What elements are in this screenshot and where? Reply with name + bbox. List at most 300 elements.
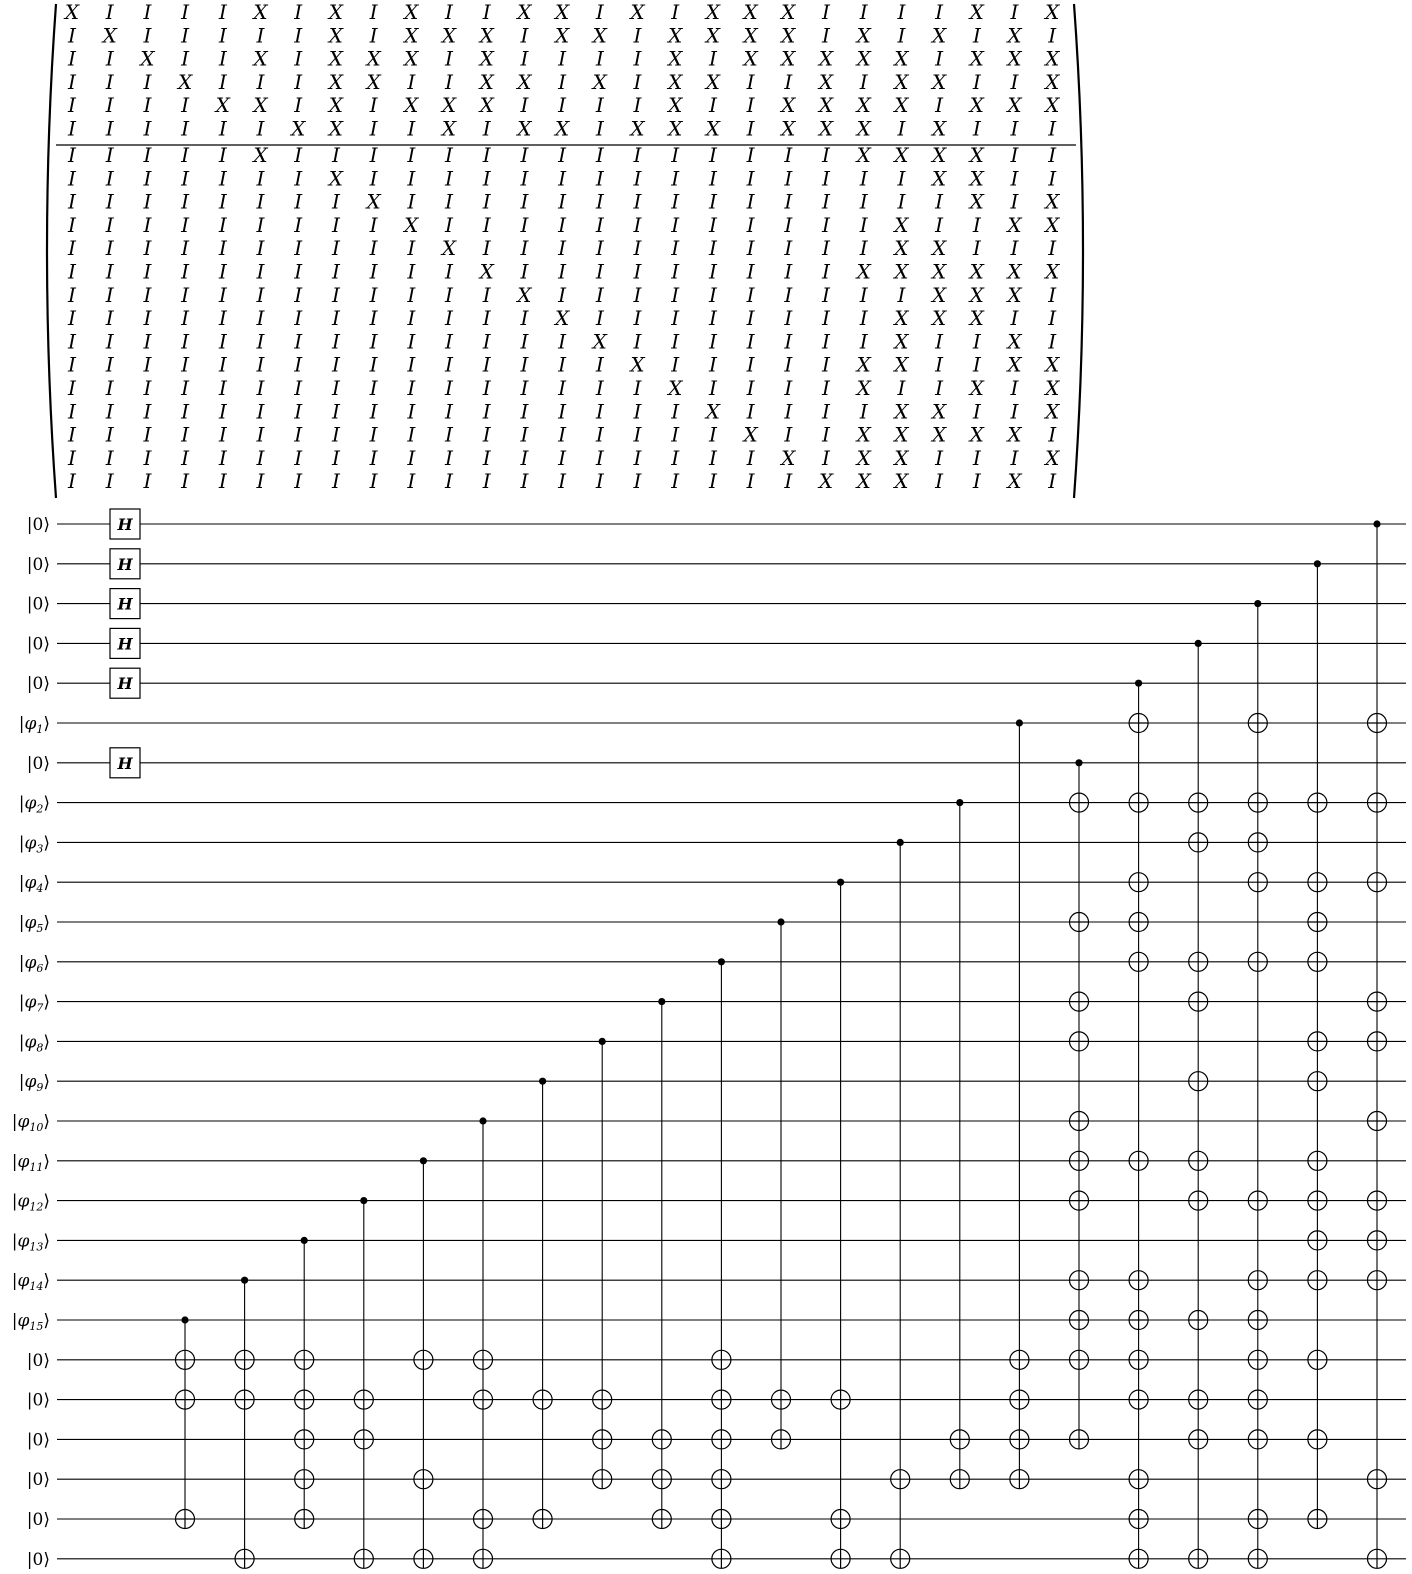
matrix-cell: I (256, 189, 265, 214)
cnot-column (712, 958, 731, 1568)
matrix-cell: X (856, 46, 871, 71)
matrix-cell: I (784, 399, 793, 424)
matrix-cell: I (181, 399, 190, 424)
matrix-cell: I (822, 259, 830, 284)
matrix-cell: I (369, 399, 378, 424)
cnot-column (1248, 600, 1267, 1568)
cnot-target (295, 1390, 314, 1409)
cnot-target (712, 1549, 731, 1568)
matrix-cell: X (894, 352, 909, 377)
matrix-cell: I (105, 212, 114, 237)
cnot-target (1010, 1430, 1029, 1449)
matrix-cell: X (894, 69, 909, 94)
matrix-cell: X (818, 469, 834, 494)
matrix-cell: I (558, 282, 567, 307)
quantum-circuit (12, 509, 1406, 1570)
matrix-cell: I (105, 469, 114, 494)
matrix-cell: I (407, 69, 416, 94)
cnot-target (1368, 1191, 1387, 1210)
matrix-cell: I (105, 329, 114, 354)
matrix-cell: I (294, 236, 303, 261)
matrix-cell: I (671, 469, 680, 494)
matrix-right-bracket (1074, 4, 1083, 498)
matrix-cell: I (331, 189, 340, 214)
matrix-cell: I (68, 189, 76, 214)
cnot-column (950, 799, 969, 1489)
matrix-cell: I (445, 352, 453, 377)
matrix-cell: X (931, 399, 947, 424)
matrix-cell: I (520, 166, 529, 191)
matrix-cell: X (894, 93, 909, 118)
matrix-cell: I (407, 116, 416, 141)
matrix-cell: I (633, 166, 642, 191)
matrix-cell: I (633, 282, 642, 307)
qubit-ket-label: |0⟩ (26, 753, 50, 774)
qubit-label (12, 1231, 50, 1253)
matrix-cell: X (743, 0, 758, 24)
matrix-cell: X (554, 23, 570, 48)
matrix-cell: X (630, 0, 645, 24)
cnot-column (831, 879, 850, 1569)
matrix-cell: I (68, 422, 76, 447)
matrix-cell: I (143, 399, 152, 424)
matrix-cell: X (140, 46, 155, 71)
matrix-cell: I (746, 116, 755, 141)
matrix-cell: I (822, 306, 830, 331)
matrix-cell: I (294, 143, 303, 167)
qubit-ket-label: $|\varphi_7⟩$ (18, 992, 50, 1015)
qubit-label (27, 1510, 50, 1530)
cnot-target (831, 1549, 850, 1568)
qubit-ket-label: $|\varphi_2⟩$ (18, 793, 50, 816)
qubit-label (27, 754, 50, 774)
matrix-stabilizer-row (67, 23, 1057, 47)
matrix-cell: I (633, 259, 642, 284)
matrix-cell: I (708, 329, 717, 354)
matrix-cell: I (294, 445, 303, 470)
matrix-cell: I (558, 329, 567, 354)
cnot-column (1308, 560, 1327, 1528)
matrix-cell: I (633, 189, 642, 214)
cnot-target (652, 1470, 671, 1489)
matrix-cell: I (746, 259, 755, 284)
matrix-cell: I (105, 445, 114, 470)
cnot-target (474, 1350, 493, 1369)
matrix-cell: I (595, 306, 604, 331)
matrix-cell: X (856, 23, 871, 48)
matrix-cell: I (445, 259, 453, 284)
matrix-cell: X (441, 23, 457, 48)
matrix-cell: I (784, 259, 793, 284)
matrix-cell: I (369, 143, 378, 167)
matrix-cell: I (294, 93, 303, 118)
matrix-cell: I (68, 376, 76, 400)
matrix-cell: I (520, 422, 529, 447)
matrix-cell: I (822, 189, 830, 214)
matrix-cell: I (407, 422, 416, 447)
matrix-cell: X (931, 259, 947, 284)
matrix-cell: X (1007, 46, 1022, 71)
matrix-cell: I (935, 376, 944, 400)
cnot-target (1010, 1470, 1029, 1489)
matrix-cell: I (520, 445, 529, 470)
qubit-ket-label: $|\varphi_4⟩$ (18, 873, 50, 896)
matrix-cell: I (633, 422, 642, 447)
hadamard-label: H (117, 753, 133, 773)
control-dot (539, 1078, 546, 1085)
matrix-cell: I (181, 23, 190, 48)
matrix-cell: X (705, 0, 721, 24)
matrix-cell: I (256, 166, 265, 191)
matrix-cell: I (784, 422, 793, 447)
matrix-cell: I (105, 69, 114, 94)
matrix-cell: X (931, 116, 947, 141)
matrix-cell: I (935, 445, 944, 470)
matrix-cell: I (1048, 143, 1057, 167)
cnot-target (1010, 1350, 1029, 1369)
matrix-cell: X (969, 143, 984, 167)
qubit-ket-label: |0⟩ (26, 1470, 50, 1491)
matrix-cell: I (445, 0, 453, 24)
matrix-cell: I (256, 23, 265, 48)
matrix-cell: I (708, 143, 717, 167)
matrix-cell: I (482, 0, 491, 24)
cnot-target (1070, 913, 1089, 932)
matrix-cell: I (972, 352, 981, 377)
matrix-cell: I (897, 376, 906, 400)
matrix-cell: I (482, 166, 491, 191)
matrix-cell: I (331, 259, 340, 284)
matrix-cell: I (181, 212, 190, 237)
matrix-cell: X (479, 23, 494, 48)
matrix-cell: I (935, 212, 944, 237)
matrix-cell: I (746, 329, 755, 354)
matrix-cell: I (407, 306, 416, 331)
matrix-cell: I (859, 282, 868, 307)
matrix-cell: X (856, 259, 871, 284)
cnot-target (712, 1350, 731, 1369)
matrix-cell: I (595, 282, 604, 307)
control-dot (301, 1237, 308, 1244)
control-dot (897, 839, 904, 846)
matrix-cell: I (369, 422, 378, 447)
matrix-cell: X (705, 399, 721, 424)
matrix-cell: I (859, 306, 868, 331)
qubit-ket-label: $|\varphi_8⟩$ (18, 1032, 50, 1055)
qubit-ket-label: |0⟩ (26, 674, 50, 695)
matrix-cell: I (294, 166, 303, 191)
matrix-cell: X (1045, 0, 1060, 24)
matrix-cell: I (181, 236, 190, 261)
matrix-cell: I (1010, 399, 1019, 424)
matrix-cell: X (969, 306, 984, 331)
matrix-cell: I (68, 23, 76, 48)
matrix-cell: I (822, 143, 830, 167)
matrix-cell: I (482, 282, 491, 307)
matrix-cell: X (743, 46, 758, 71)
matrix-cell: I (1010, 376, 1019, 400)
matrix-cell: I (256, 116, 265, 141)
cnot-target (295, 1470, 314, 1489)
matrix-cell: X (291, 116, 306, 141)
cnot-target (712, 1470, 731, 1489)
matrix-cell: I (294, 69, 303, 94)
qubit-ket-label: $|\varphi_3⟩$ (18, 833, 50, 856)
control-dot (658, 998, 665, 1005)
matrix-cell: I (218, 329, 227, 354)
cnot-target (1129, 1350, 1148, 1369)
qubit-label (12, 1112, 50, 1134)
matrix-cell: I (784, 376, 793, 400)
cnot-target (295, 1430, 314, 1449)
cnot-target (1308, 1231, 1327, 1250)
matrix-cell: I (708, 469, 717, 494)
circuit-gates (110, 509, 1387, 1568)
matrix-cell: I (218, 69, 227, 94)
matrix-cell: I (633, 212, 642, 237)
control-dot (837, 879, 844, 886)
matrix-cell: X (328, 116, 344, 141)
matrix-cell: I (256, 212, 265, 237)
matrix-cell: I (482, 422, 491, 447)
cnot-target (1129, 873, 1148, 892)
cnot-target (1070, 1151, 1089, 1170)
matrix-cell: I (784, 69, 793, 94)
cnot-target (891, 1470, 910, 1489)
control-dot (420, 1157, 427, 1164)
matrix-cell: X (366, 189, 381, 214)
matrix-cell: I (822, 236, 830, 261)
cnot-column (1010, 719, 1029, 1488)
matrix-cell: I (256, 259, 265, 284)
matrix-cell: X (404, 93, 419, 118)
cnot-column (474, 1117, 493, 1568)
matrix-cell: X (1045, 445, 1060, 470)
matrix-cell: I (633, 376, 642, 400)
qubit-label (27, 1391, 50, 1411)
matrix-cell: I (822, 399, 830, 424)
cnot-target (1368, 1231, 1387, 1250)
matrix-cell: I (143, 0, 152, 24)
matrix-cell: I (445, 376, 453, 400)
cnot-target (593, 1390, 612, 1409)
matrix-cell: I (1048, 469, 1057, 494)
matrix-cell: I (633, 236, 642, 261)
cnot-target (414, 1350, 433, 1369)
cnot-column (652, 998, 671, 1529)
matrix-cell: I (708, 236, 717, 261)
matrix-cell: X (969, 166, 984, 191)
matrix-cell: I (294, 259, 303, 284)
qubit-ket-label: $|\varphi_9⟩$ (18, 1072, 50, 1095)
qubit-label (19, 873, 50, 895)
cnot-target (1248, 1430, 1267, 1449)
matrix-cell: I (407, 282, 416, 307)
matrix-cell: I (633, 93, 642, 118)
cnot-target (1248, 1350, 1267, 1369)
matrix-cell: X (781, 445, 796, 470)
matrix-cell: I (822, 0, 830, 24)
matrix-cell: X (894, 46, 909, 71)
matrix-stabilizer-row (67, 47, 1060, 71)
matrix-cell: I (445, 212, 453, 237)
matrix-cell: I (181, 352, 190, 377)
matrix-cell: X (630, 116, 645, 141)
qubit-label (12, 1311, 50, 1333)
cnot-target (1368, 1271, 1387, 1290)
control-dot (718, 958, 725, 965)
cnot-column (354, 1197, 373, 1568)
matrix-cell: X (517, 0, 532, 24)
cnot-target (950, 1430, 969, 1449)
cnot-target (1070, 1191, 1089, 1210)
matrix-cell: I (1048, 236, 1057, 261)
matrix-cell: I (520, 469, 529, 494)
matrix-cell: I (1010, 0, 1019, 24)
matrix-destabilizer-row (67, 143, 1057, 167)
cnot-target (1070, 1311, 1089, 1330)
hadamard-label: H (117, 674, 133, 694)
matrix-cell: X (517, 69, 532, 94)
matrix-cell: I (256, 445, 265, 470)
matrix-cell: I (935, 0, 944, 24)
matrix-cell: I (935, 93, 944, 118)
matrix-cell: I (595, 352, 604, 377)
matrix-cell: X (931, 69, 947, 94)
matrix-cell: I (181, 143, 190, 167)
matrix-cell: I (369, 329, 378, 354)
matrix-cell: I (746, 69, 755, 94)
qubit-ket-label: |0⟩ (26, 1510, 50, 1530)
matrix-cell: X (1045, 69, 1060, 94)
cnot-target (1248, 1510, 1267, 1529)
matrix-cell: X (781, 0, 796, 24)
matrix-cell: I (143, 352, 152, 377)
matrix-cell: I (822, 376, 830, 400)
matrix-cell: X (894, 236, 909, 261)
matrix-cell: I (294, 306, 303, 331)
matrix-cell: I (558, 46, 567, 71)
matrix-cell: I (105, 189, 114, 214)
matrix-cell: I (331, 236, 340, 261)
matrix-cell: I (822, 422, 830, 447)
matrix-cell: X (479, 69, 494, 94)
matrix-cell: I (822, 212, 830, 237)
matrix-cell: I (784, 189, 793, 214)
matrix-cell: I (859, 166, 868, 191)
matrix-cell: I (445, 422, 453, 447)
matrix-cell: I (784, 306, 793, 331)
qubit-label (19, 913, 50, 935)
matrix-cell: I (746, 212, 755, 237)
matrix-cell: X (668, 23, 683, 48)
matrix-destabilizer-row (67, 190, 1060, 214)
cnot-target (1129, 714, 1148, 733)
matrix-cell: X (969, 422, 984, 447)
matrix-cell: I (671, 329, 680, 354)
matrix-cell: X (328, 69, 344, 94)
cnot-target (1248, 1549, 1267, 1568)
matrix-cell: I (746, 445, 755, 470)
matrix-cell: I (972, 445, 981, 470)
matrix-cell: X (517, 116, 532, 141)
matrix-cell: I (708, 352, 717, 377)
matrix-cell: I (746, 189, 755, 214)
matrix-cell: I (369, 166, 378, 191)
matrix-cell: I (972, 329, 981, 354)
matrix-cell: I (68, 69, 76, 94)
matrix-cell: I (482, 445, 491, 470)
matrix-cell: X (517, 282, 532, 307)
matrix-cell: X (630, 352, 645, 377)
matrix-cell: I (520, 259, 529, 284)
matrix-cell: I (218, 236, 227, 261)
cnot-column (1129, 680, 1148, 1569)
cnot-target (1248, 833, 1267, 852)
matrix-cell: I (143, 306, 152, 331)
matrix-cell: I (218, 212, 227, 237)
qubit-label (19, 1032, 50, 1054)
matrix-cell: I (331, 399, 340, 424)
cnot-target (1248, 793, 1267, 812)
matrix-cell: I (595, 399, 604, 424)
matrix-cell: X (1045, 352, 1060, 377)
cnot-target (533, 1390, 552, 1409)
matrix-cell: I (143, 212, 152, 237)
matrix-cell: I (558, 352, 567, 377)
cnot-target (1308, 1032, 1327, 1051)
matrix-stabilizer-row (63, 0, 1060, 24)
matrix-cell: X (894, 259, 909, 284)
matrix-cell: I (708, 212, 717, 237)
matrix-cell: I (822, 329, 830, 354)
matrix-cell: I (256, 329, 265, 354)
cnot-target (1070, 992, 1089, 1011)
matrix-cell: I (859, 69, 868, 94)
matrix-cell: X (969, 46, 984, 71)
matrix-cell: I (218, 376, 227, 400)
matrix-cell: I (595, 166, 604, 191)
matrix-cell: I (407, 189, 416, 214)
matrix-cell: I (558, 69, 567, 94)
matrix-cell: X (404, 212, 419, 237)
matrix-cell: I (369, 236, 378, 261)
matrix-cell: I (558, 445, 567, 470)
matrix-cell: I (859, 212, 868, 237)
cnot-target (176, 1390, 195, 1409)
matrix-cell: I (520, 236, 529, 261)
cnot-target (1129, 1549, 1148, 1568)
matrix-cell: I (671, 399, 680, 424)
control-dot (599, 1038, 606, 1045)
matrix-cell: X (743, 23, 758, 48)
matrix-cell: I (218, 352, 227, 377)
matrix-cell: I (143, 469, 152, 494)
matrix-cell: I (407, 259, 416, 284)
cnot-column (533, 1078, 552, 1529)
matrix-cell: I (294, 422, 303, 447)
cnot-target (772, 1430, 791, 1449)
cnot-target (1368, 873, 1387, 892)
matrix-cell: I (218, 282, 227, 307)
qubit-ket-label: $|\varphi_{12}⟩$ (11, 1191, 50, 1214)
control-dot (181, 1316, 188, 1323)
qubit-label (27, 634, 50, 654)
cnot-column (772, 918, 791, 1449)
matrix-cell: I (105, 282, 114, 307)
matrix-cell: X (1045, 93, 1060, 118)
matrix-cell: X (894, 329, 909, 354)
